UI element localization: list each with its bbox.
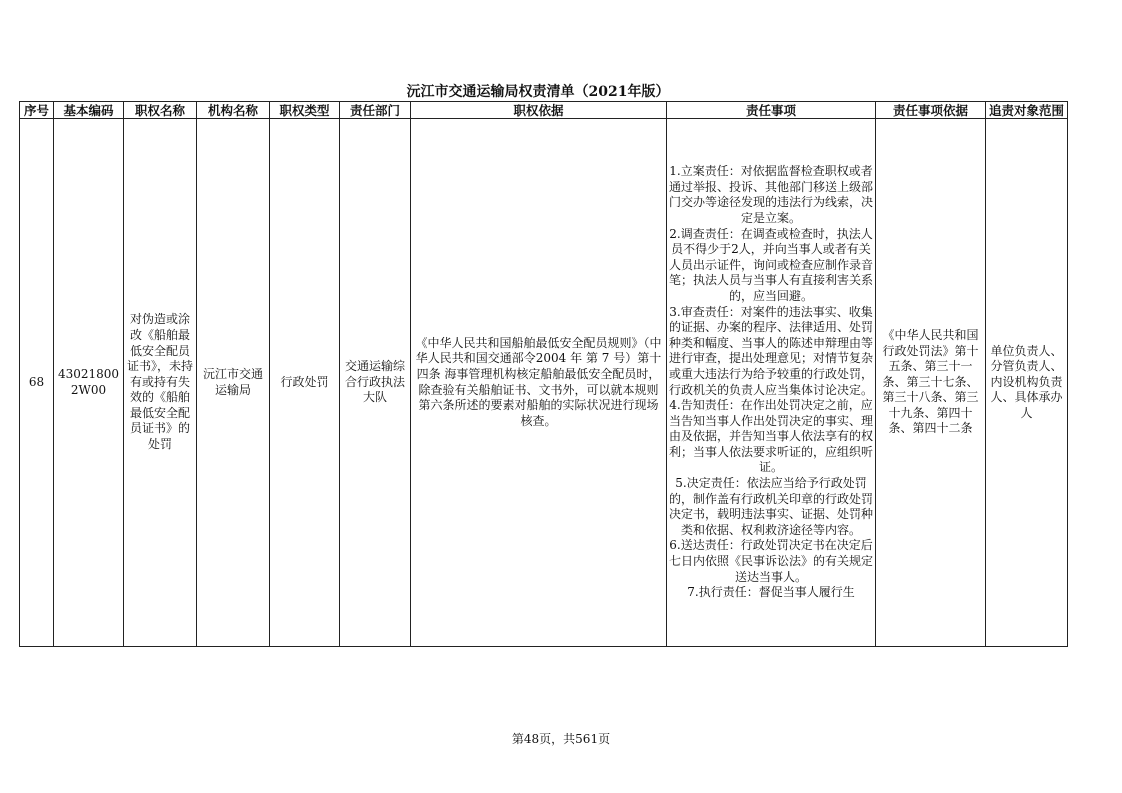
- page-title: 沅江市交通运输局权责清单（2021年版）: [406, 84, 670, 100]
- header-code: 基本编码: [54, 102, 124, 119]
- cell-code: 430218002W00: [54, 119, 124, 647]
- duty-item: 3.审查责任：对案件的违法事实、收集的证据、办案的程序、法律适用、处罚种类和幅度、当事人的陈述申辩理由等进行审查，提出处理意见；对情节复杂或重大违法行为给予较重的行政处罚，行政机关的负责人应当集体讨论决定。: [669, 304, 874, 397]
- header-duty-basis: 责任事项依据: [876, 102, 986, 119]
- cell-power-name: 对伪造或涂改《船舶最低安全配员证书》，未持有或持有失效的《船舶最低安全配员证书》的处罚: [124, 119, 197, 647]
- cell-basis: 《中华人民共和国船舶最低安全配员规则》（中华人民共和国交通部令2004 年 第 7 号）第十四条 海事管理机构核定船舶最低安全配员时，除查验有关船舶证书、文书外，可以就本规则第六条所述的要素对船舶的实际状况进行现场核查。: [411, 119, 667, 647]
- table-row: [20, 119, 1068, 647]
- header-accountability: 追责对象范围: [986, 102, 1068, 119]
- cell-dept: 交通运输综合行政执法大队: [340, 119, 411, 647]
- cell-seq: 68: [20, 119, 54, 647]
- duty-item: 1.立案责任：对依据监督检查职权或者通过举报、投诉、其他部门移送上级部门交办等途径发现的违法行为线索，决定是立案。: [669, 164, 874, 225]
- cell-org: 沅江市交通运输局: [197, 119, 270, 647]
- cell-duty-basis: 《中华人民共和国行政处罚法》第十五条、第三十一条、第三十七条、第三十八条、第三十九条、第四十条、第四十二条: [876, 119, 986, 647]
- header-type: 职权类型: [270, 102, 340, 119]
- duty-item: 2.调查责任：在调查或检查时，执法人员不得少于2人，并向当事人或者有关人员出示证件，询问或检查应制作录音笔；执法人员与当事人有直接利害关系的，应当回避。: [669, 226, 874, 303]
- header-duties: 责任事项: [667, 102, 876, 119]
- duty-item: 4.告知责任：在作出处罚决定之前，应当告知当事人作出处罚决定的事实、理由及依据，并告知当事人依法享有的权利；当事人依法要求听证的，应组织听证。: [669, 398, 874, 475]
- duty-item: 6.送达责任：行政处罚决定书在决定后七日内依照《民事诉讼法》的有关规定送达当事人。: [669, 538, 874, 584]
- cell-type: 行政处罚: [270, 119, 340, 647]
- header-power-name: 职权名称: [124, 102, 197, 119]
- duty-item: 7.执行责任：督促当事人履行生: [687, 585, 855, 600]
- duty-item: 5.决定责任：依法应当给予行政处罚的，制作盖有行政机关印章的行政处罚决定书，载明违法事实、证据、处罚种类和依据、权利救济途径等内容。: [669, 476, 874, 537]
- header-seq: 序号: [20, 102, 54, 119]
- header-dept: 责任部门: [340, 102, 411, 119]
- cell-accountability: 单位负责人、分管负责人、内设机构负责人、具体承办人: [986, 119, 1068, 647]
- header-org: 机构名称: [197, 102, 270, 119]
- responsibility-table: [19, 101, 1068, 647]
- table-header-row: [20, 102, 1068, 119]
- page-number: 第48页，共561页: [511, 732, 611, 746]
- cell-duties: [667, 119, 876, 647]
- header-basis: 职权依据: [411, 102, 667, 119]
